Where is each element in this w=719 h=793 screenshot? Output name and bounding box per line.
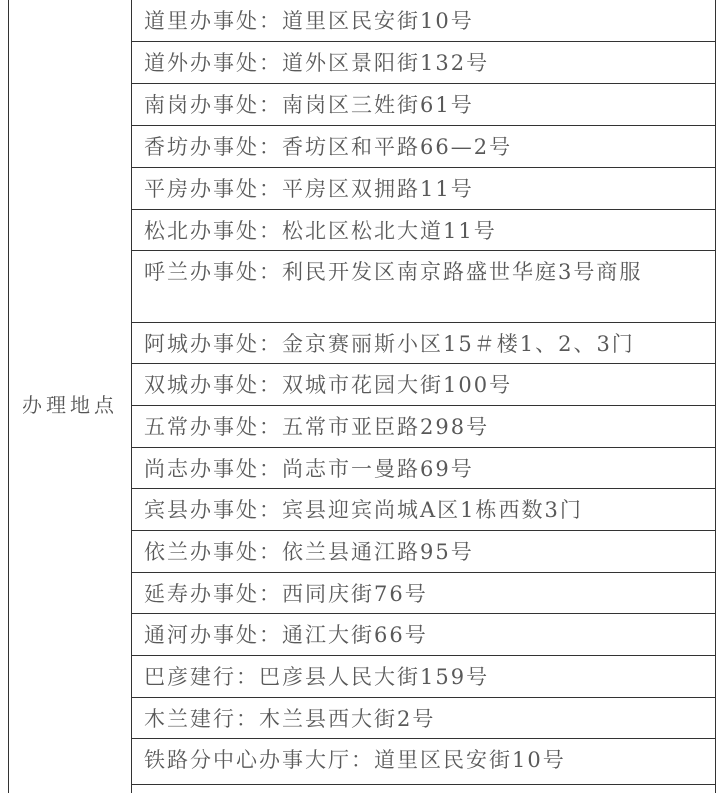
table-row: [132, 656, 715, 698]
row-text: 南岗办事处：南岗区三姓街61号: [144, 93, 474, 117]
category-cell: [8, 0, 132, 793]
row-text: 尚志办事处：尚志市一曼路69号: [144, 457, 474, 481]
table-row: [132, 489, 715, 531]
table-row: [132, 573, 715, 614]
table-row: [132, 364, 715, 406]
row-text: 依兰办事处：依兰县通江路95号: [144, 540, 474, 564]
row-text: 铁路分中心办事大厅：道里区民安街10号: [144, 748, 566, 772]
row-text: 宾县办事处：宾县迎宾尚城A区1栋西数3门: [144, 498, 583, 522]
row-text: 延寿办事处：西同庆街76号: [144, 582, 428, 606]
table-row: [132, 42, 715, 84]
table-row: [132, 84, 715, 126]
table-row: [132, 210, 715, 251]
table-row: [132, 698, 715, 739]
row-text: 巴彦建行：巴彦县人民大街159号: [144, 665, 490, 689]
row-text: 阿城办事处：金京赛丽斯小区15＃楼1、2、3门: [144, 332, 635, 356]
row-text: 双城办事处：双城市花园大街100号: [144, 373, 513, 397]
table-row: [132, 406, 715, 448]
table-row: [132, 126, 715, 168]
table-row: [132, 614, 715, 656]
table-row: [132, 168, 715, 210]
row-text: 呼兰办事处：利民开发区南京路盛世华庭3号商服: [144, 260, 643, 284]
table-row: [132, 0, 715, 42]
table-row: [132, 739, 715, 785]
row-text: 松北办事处：松北区松北大道11号: [144, 219, 497, 243]
row-text: 木兰建行：木兰县西大街2号: [144, 707, 436, 731]
table-row: [132, 531, 715, 573]
row-text: 通河办事处：通江大街66号: [144, 623, 428, 647]
row-text: 香坊办事处：香坊区和平路66—2号: [144, 135, 513, 159]
table-row: [132, 448, 715, 489]
row-text: 道外办事处：道外区景阳街132号: [144, 51, 490, 75]
table-row: [132, 251, 715, 323]
row-text: 道里办事处：道里区民安街10号: [144, 9, 474, 33]
table-row: [132, 323, 715, 364]
address-list: [132, 0, 716, 793]
row-text: 平房办事处：平房区双拥路11号: [144, 177, 474, 201]
row-text: 五常办事处：五常市亚臣路298号: [144, 415, 490, 439]
category-label: 办理地点: [22, 393, 118, 417]
